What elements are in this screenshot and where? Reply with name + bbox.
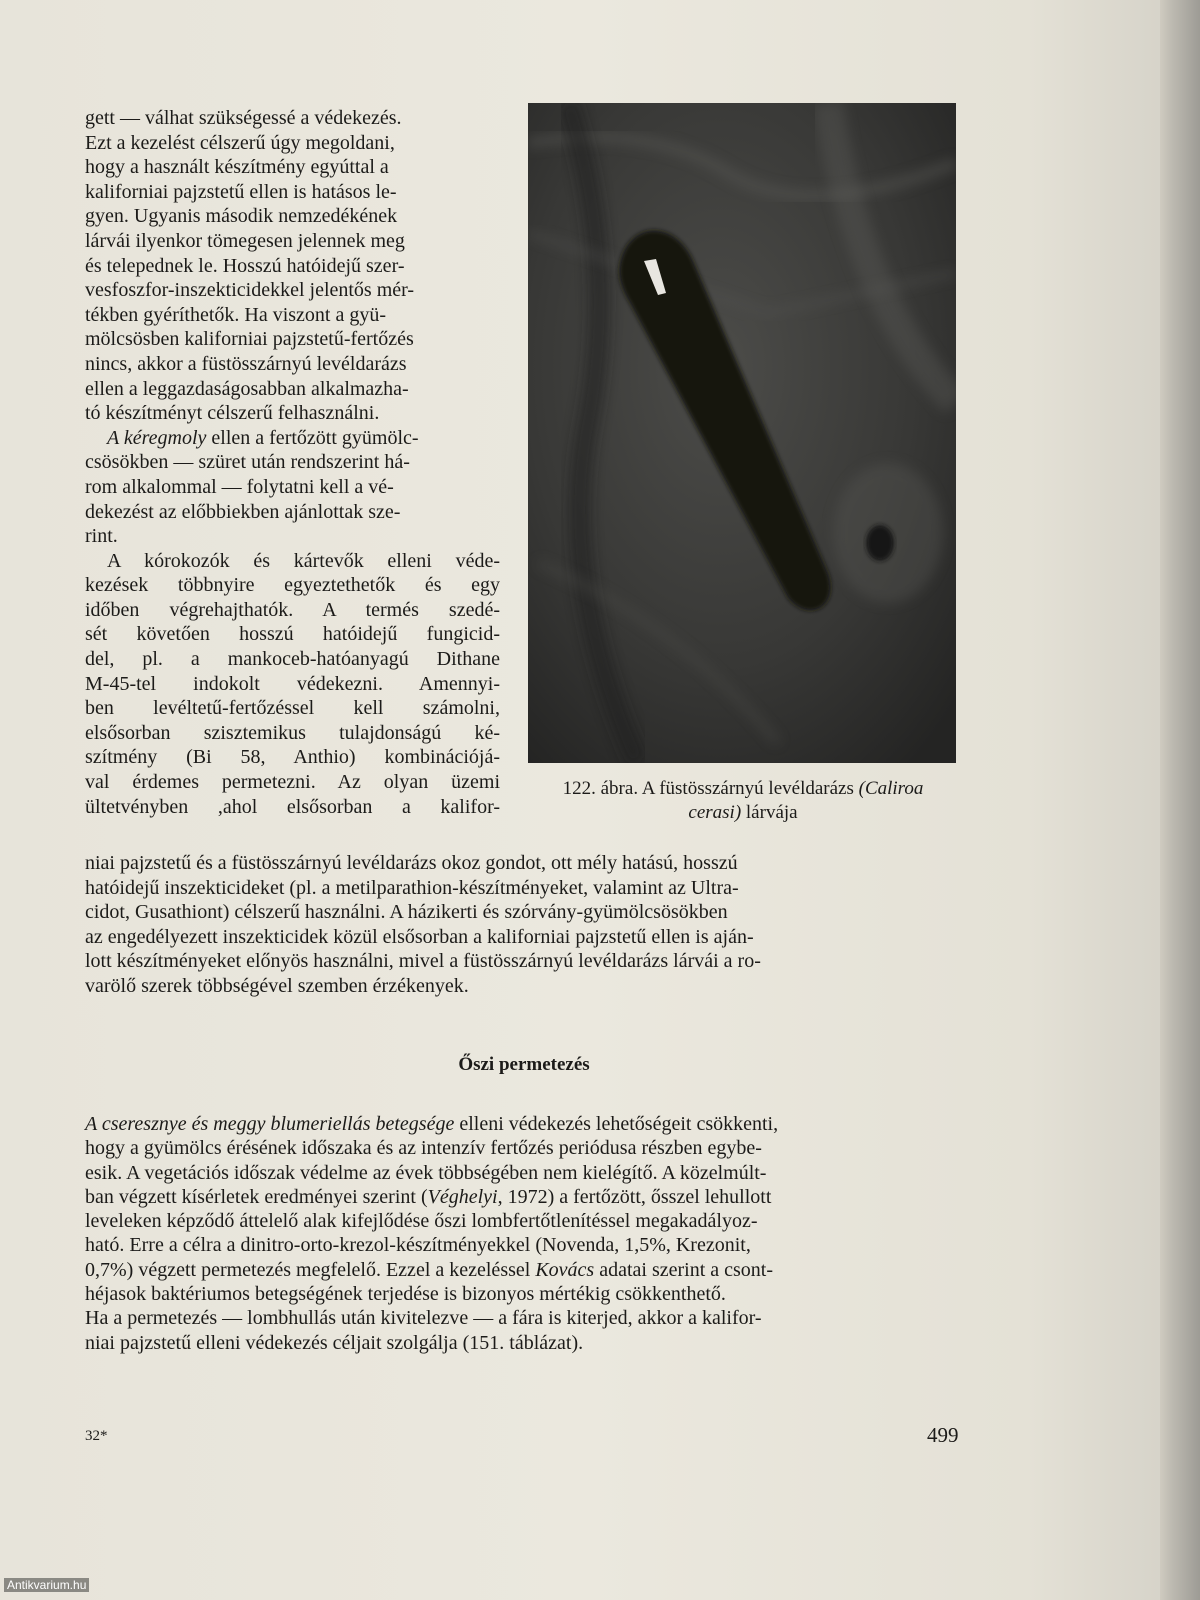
figure-photo-larva	[528, 103, 956, 763]
text-line: ellen a leggazdaságosabban alkalmazha-	[85, 377, 409, 400]
paragraph-1	[85, 106, 500, 426]
text-line: ültetvényben ,ahol elsősorban a kalifor-	[85, 795, 500, 818]
text-line: az engedélyezett inszekticidek közül elsősorban a kaliforniai pajzstetű ellen is aján-	[85, 925, 754, 948]
section-heading: Őszi permetezés	[458, 1054, 590, 1075]
text-line: esik. A vegetációs időszak védelme az évek többségében nem kielégítő. A közelmúlt-	[85, 1161, 767, 1184]
text-line: M-45-tel indokolt védekezni. Amennyi-	[85, 672, 500, 695]
watermark: Antikvarium.hu	[4, 1578, 89, 1592]
author-kovacs: Kovács	[535, 1258, 595, 1281]
text-line: kaliforniai pajzstetű ellen is hatásos le-	[85, 180, 397, 203]
text-line: varölő szerek többségével szemben érzékenyek.	[85, 974, 469, 997]
page-number: 499	[927, 1423, 959, 1447]
text-line: tó készítményt célszerű felhasználni.	[85, 402, 380, 425]
text-line: cidot, Gusathiont) célszerű használni. A házikerti és szórvány-gyümölcsösökben	[85, 901, 728, 924]
paragraph-3	[85, 549, 500, 820]
text-line: elsősorban szisztemikus tulajdonságú ké-	[85, 721, 500, 744]
narrow-column-text	[85, 106, 500, 819]
text-line: hogy a használt készítmény egyúttal a	[85, 156, 389, 179]
book-spine-edge	[1160, 0, 1200, 1600]
paragraph-continued	[85, 851, 963, 999]
paragraph-2: A kéregmoly ellen a fertőzött gyümölc- csösökben — szüret után rendszerint há- rom alkalommal — folytatni kell a vé- dekezést az előbbiekben ajánlottak sze- rint.	[85, 426, 419, 548]
text-line: időben végrehajthatók. A termés szedé-	[85, 598, 500, 621]
figure-caption: 122. ábra. A füstösszárnyú levéldarázs (Caliroa cerasi) lárvája	[562, 778, 924, 823]
text-line: sét követően hosszú hatóidejű fungicid-	[85, 623, 500, 646]
text-line: del, pl. a mankoceb-hatóanyagú Dithane	[85, 648, 500, 671]
text-line: ben levéltetű-fertőzéssel kell számolni,	[85, 697, 500, 720]
text-line: csösökben — szüret után rendszerint há-	[85, 451, 410, 474]
text-line: héjasok baktériumos betegségének terjedése is bizonyos mértékig csökkenthető.	[85, 1283, 726, 1306]
text-line: lárvái ilyenkor tömegesen jelennek meg	[85, 229, 405, 252]
text-line: szítmény (Bi 58, Anthio) kombinációjá-	[85, 746, 500, 769]
text-line: niai pajzstetű elleni védekezés céljait szolgálja (151. táblázat).	[85, 1331, 584, 1354]
text-line: mölcsösben kaliforniai pajzstetű-fertőzés	[85, 328, 414, 351]
text-line: gett — válhat szükségessé a védekezés.	[85, 107, 402, 129]
text-line: niai pajzstetű és a füstösszárnyú levéldarázs okoz gondot, ott mély hatású, hosszú	[85, 852, 738, 874]
text-line: és telepednek le. Hosszú hatóidejű szer-	[85, 254, 405, 277]
text-line: hatóidejű inszekticideket (pl. a metilparathion-készítményeket, valamint az Ultra-	[85, 876, 739, 899]
full-width-text	[85, 851, 963, 999]
pest-name-keregmoly: A kéregmoly	[107, 426, 207, 449]
text-line: hogy a gyümölcs érésének időszaka és az intenzív fertőzés periódusa részben egybe-	[85, 1137, 762, 1160]
disease-name: A cseresznye és meggy blumeriellás betegsége	[85, 1113, 455, 1135]
text-line: tékben gyéríthetők. Ha viszont a gyü-	[85, 303, 387, 326]
section-paragraph: A cseresznye és meggy blumeriellás betegsége elleni védekezés lehetőségeit csökkenti, hogy a gyümölcs érésének időszaka és az intenzív fertőzés periódusa részben egybe- esik. A vegetációs időszak védelme az évek többségében nem kielégítő. A közelmúlt- ban végzett kísérletek eredményei szerint (Véghelyi, 1972) a fertőzött, ősszel lehullott leveleken képződő áttelelő alak kifejlődése őszi lombfertőtlenítéssel megakadályoz- ható. Erre a célra a dinitro-orto-krezol-készítményekkel (Novenda, 1,5%, Krezonit, 0,7%) végzett permetezés megfelelő. Ezzel a kezeléssel Kovács adatai szerint a csont- héjasok baktériumos betegségének terjedése is bizonyos mértékig csökkenthető. Ha a permetezés — lombhullás után kivitelezve — a fára is kiterjed, akkor a kalifor- niai pajzstetű elleni védekezés céljait szolgálja (151. táblázat).	[85, 1113, 779, 1354]
text-line: ható. Erre a célra a dinitro-orto-krezol-készítményekkel (Novenda, 1,5%, Krezonit,	[85, 1234, 751, 1257]
section-text	[85, 1112, 963, 1355]
author-veghelyi: Véghelyi	[427, 1185, 498, 1208]
text-line: dekezést az előbbiekben ajánlottak sze-	[85, 500, 401, 523]
text-line: Ezt a kezelést célszerű úgy megoldani,	[85, 131, 395, 154]
text-line: val érdemes permetezni. Az olyan üzemi	[85, 771, 500, 794]
text-line: vesfoszfor-inszekticidekkel jelentős mér-	[85, 279, 415, 302]
text-line: leveleken képződő áttelelő alak kifejlődése őszi lombfertőtlenítéssel megakadályoz-	[85, 1210, 758, 1233]
species-name: (Caliroa	[858, 778, 924, 799]
text-line: rint.	[85, 525, 118, 548]
text-line: kezések többnyire egyeztethetők és egy	[85, 574, 500, 597]
text-line: lott készítményeket előnyös használni, mivel a füstösszárnyú levéldarázs lárvái a ro-	[85, 950, 761, 973]
text-line: Ha a permetezés — lombhullás után kivitelezve — a fára is kiterjed, akkor a kalifor-	[85, 1307, 762, 1330]
text-line: A kórokozók és kártevők elleni véde-	[107, 549, 500, 572]
text-line: gyen. Ugyanis második nemzedékének	[85, 205, 398, 228]
signature-mark: 32*	[85, 1428, 108, 1444]
text-line: rom alkalommal — folytatni kell a vé-	[85, 475, 394, 498]
text-line: nincs, akkor a füstösszárnyú levéldarázs	[85, 352, 407, 375]
species-name-2: cerasi)	[688, 802, 742, 823]
